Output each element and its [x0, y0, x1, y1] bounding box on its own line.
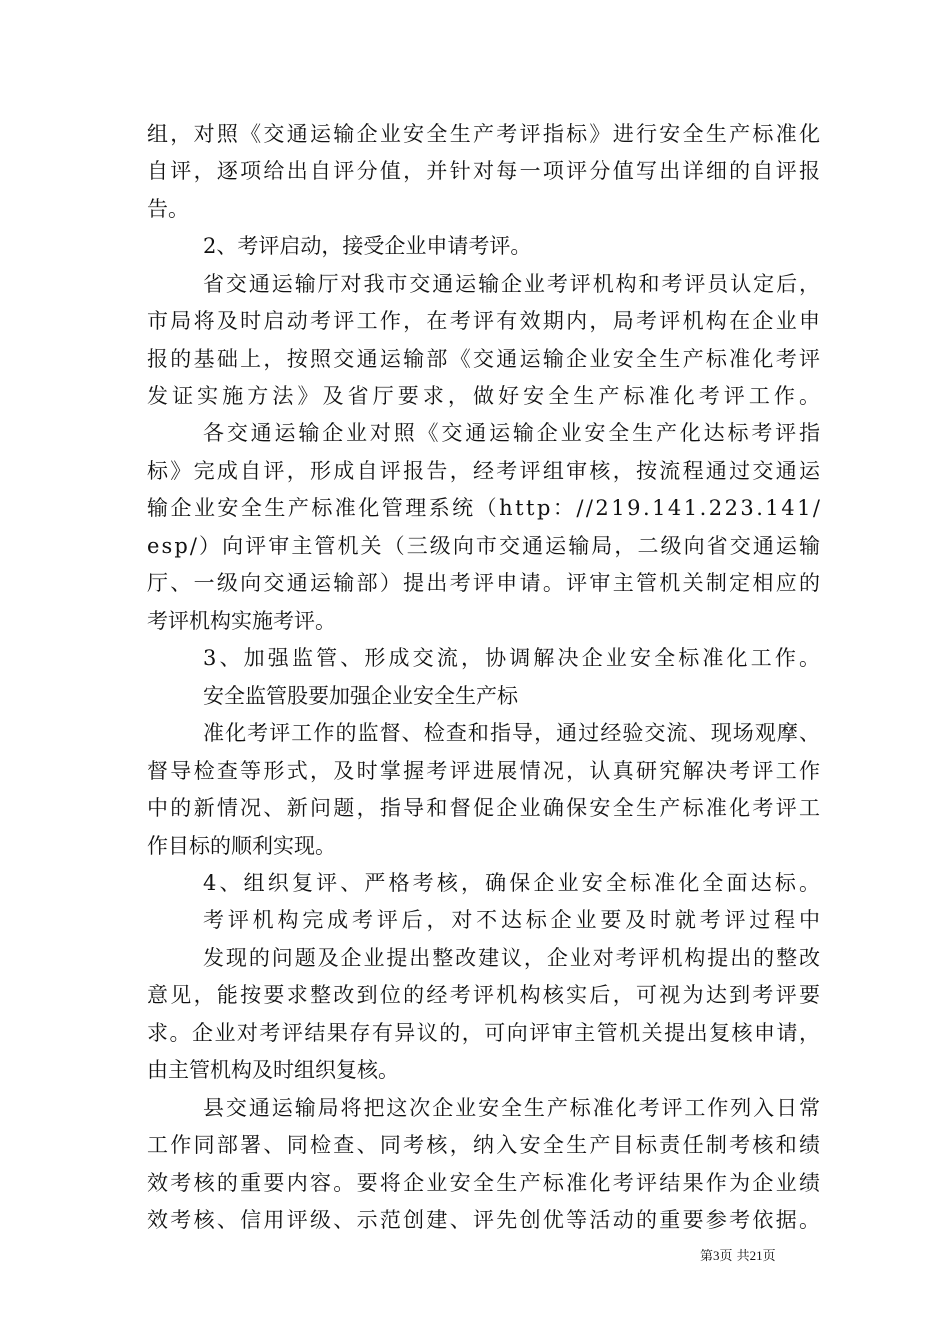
- text-line: 县交通运输局将把这次企业安全生产标准化考评工作列入日常: [203, 1096, 822, 1120]
- text-line: 督导检查等形式，及时掌握考评进展情况，认真研究解决考评工作: [147, 759, 823, 783]
- text-line: 由主管机构及时组织复核。: [147, 1058, 399, 1082]
- text-line: 自评，逐项给出自评分值，并针对每一项评分值写出详细的自评报: [147, 159, 823, 183]
- text-line: 省交通运输厅对我市交通运输企业考评机构和考评员认定后，: [203, 272, 822, 296]
- current-page-number: 3: [713, 1248, 720, 1263]
- text-line: 效考核、信用评级、示范创建、评先创优等活动的重要参考依据。: [147, 1208, 823, 1232]
- text-line: esp/）向评审主管机关（三级向市交通运输局，二级向省交通运输: [147, 534, 823, 558]
- text-line: 考评机构完成考评后，对不达标企业要及时就考评过程中: [203, 908, 824, 932]
- text-line: 意见，能按要求整改到位的经考评机构核实后，可视为达到考评要: [147, 983, 823, 1007]
- footer-prefix: 第: [700, 1249, 714, 1264]
- text-line: 各交通运输企业对照《交通运输企业安全生产化达标考评指: [203, 421, 823, 445]
- text-line: 作目标的顺利实现。: [147, 834, 336, 858]
- text-line: 发现的问题及企业提出整改建议，企业对考评机构提出的整改: [203, 946, 822, 970]
- text-line: 准化考评工作的监督、检查和指导，通过经验交流、现场观摩、: [203, 721, 822, 745]
- footer-suffix: 页: [762, 1249, 776, 1264]
- text-line: 告。: [147, 197, 189, 221]
- text-line: 发证实施方法》及省厅要求，做好安全生产标准化考评工作。: [147, 384, 825, 408]
- text-line: 效考核的重要内容。要将企业安全生产标准化考评结果作为企业绩: [147, 1171, 823, 1195]
- text-line: 安全监管股要加强企业安全生产标: [203, 684, 518, 708]
- page-footer: [700, 1247, 776, 1266]
- section-heading: 4、组织复评、严格考核，确保企业安全标准化全面达标。: [203, 871, 824, 895]
- text-line: 中的新情况、新问题，指导和督促企业确保安全生产标准化考评工: [147, 796, 823, 820]
- footer-middle: 页 共: [719, 1249, 750, 1264]
- text-line-url: 输企业安全生产标准化管理系统（http：//219.141.223.141/: [147, 496, 823, 520]
- text-line: 求。企业对考评结果存有异议的，可向评审主管机关提出复核申请，: [147, 1021, 822, 1045]
- text-line: 市局将及时启动考评工作，在考评有效期内，局考评机构在企业申: [147, 309, 823, 333]
- text-line: 标》完成自评，形成自评报告，经考评组审核，按流程通过交通运: [147, 459, 823, 483]
- text-line: 组，对照《交通运输企业安全生产考评指标》进行安全生产标准化: [147, 122, 823, 146]
- total-page-count: 21: [749, 1248, 763, 1263]
- section-heading: 3、加强监管、形成交流，协调解决企业安全标准化工作。: [203, 646, 824, 670]
- section-heading: 2、考评启动，接受企业申请考评。: [203, 234, 532, 258]
- text-line: 厅、一级向交通运输部）提出考评申请。评审主管机关制定相应的: [147, 571, 823, 595]
- text-line: 报的基础上，按照交通运输部《交通运输企业安全生产标准化考评: [147, 347, 823, 371]
- text-line: 工作同部署、同检查、同考核，纳入安全生产目标责任制考核和绩: [147, 1133, 823, 1157]
- text-line: 考评机构实施考评。: [147, 609, 336, 633]
